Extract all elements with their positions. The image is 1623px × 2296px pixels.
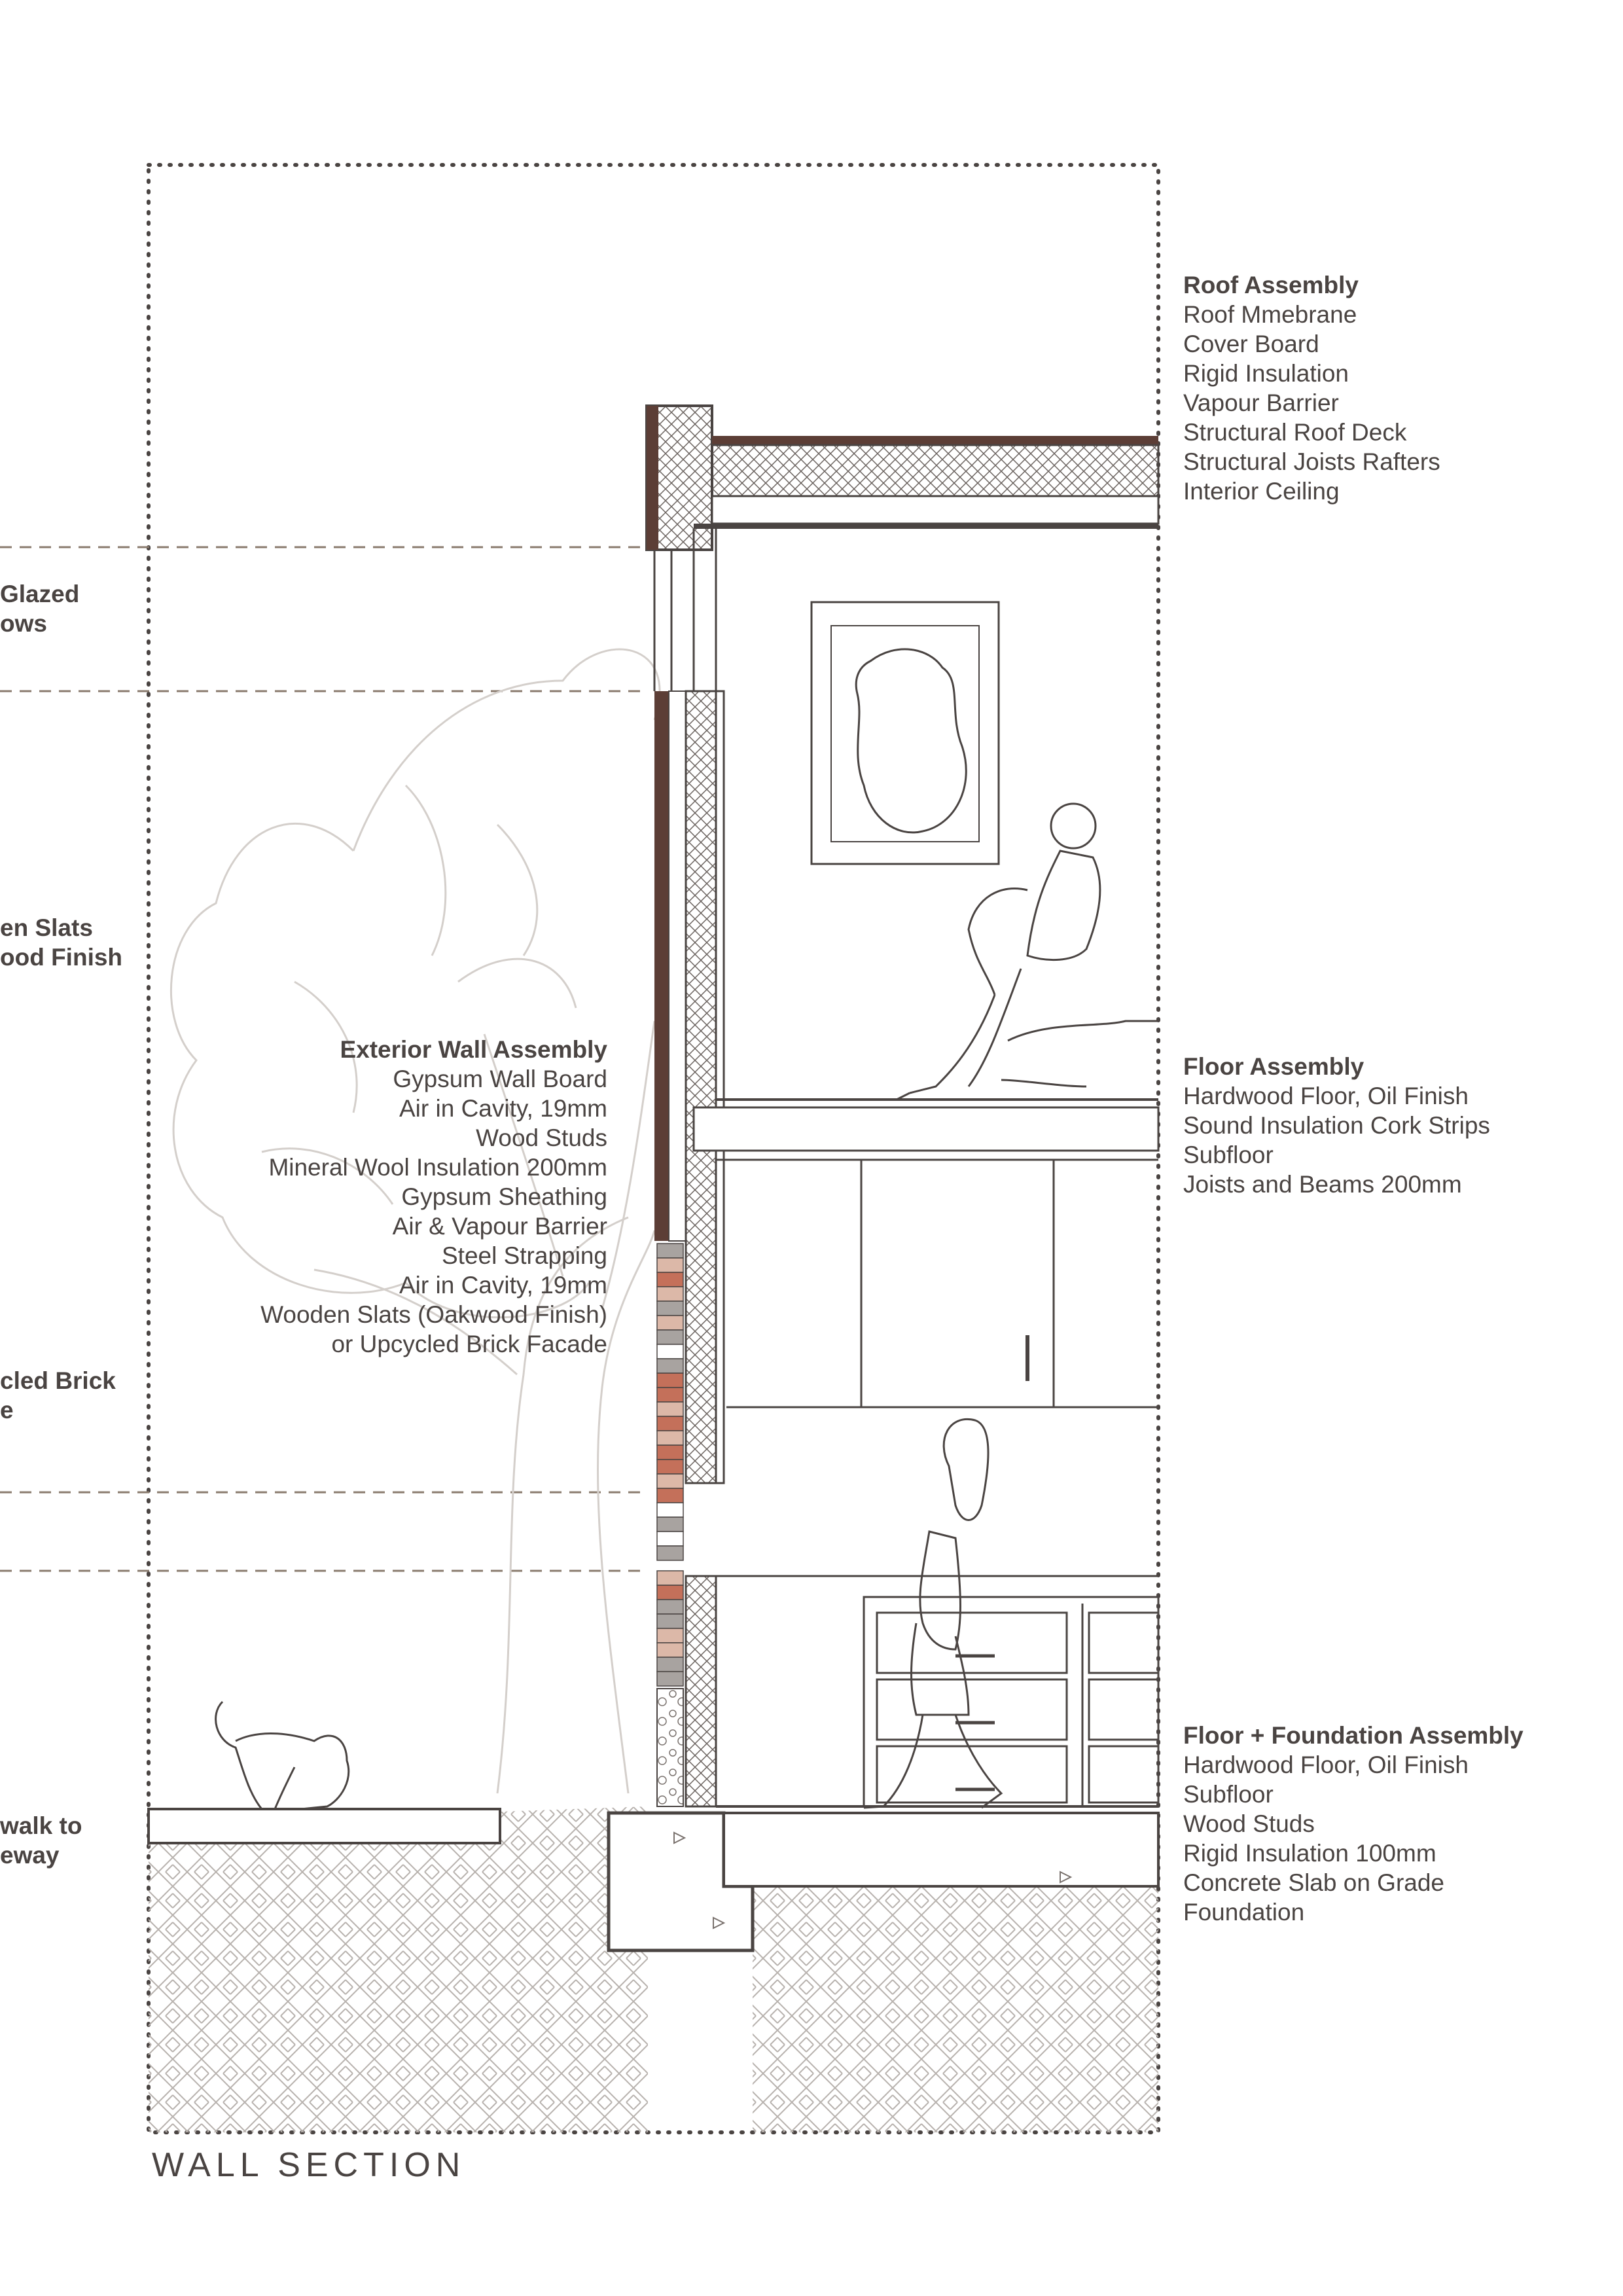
left-label-walkway: walk to [0,1812,82,1839]
framed-artwork [812,602,999,864]
floor-assembly-item: Sound Insulation Cork Strips [1183,1112,1490,1139]
exterior-wall-item: Air & Vapour Barrier [392,1213,607,1240]
foundation-assembly-item: Rigid Insulation 100mm [1183,1840,1436,1867]
roof-assembly-item: Structural Roof Deck [1183,419,1407,446]
foundation-assembly-item: Hardwood Floor, Oil Finish [1183,1751,1469,1778]
left-label-walkway: eway [0,1842,60,1869]
roof-assembly-item: Rigid Insulation [1183,360,1349,387]
roof-assembly-item: Structural Joists Rafters [1183,448,1440,475]
roof-structure [647,406,1158,550]
lower-wall-insulation [686,1576,716,1806]
exterior-wall-item: Wooden Slats (Oakwood Finish) [260,1301,607,1328]
roof-assembly-item: Vapour Barrier [1183,389,1339,416]
foundation-assembly-heading: Floor + Foundation Assembly [1183,1722,1524,1749]
exterior-wall-item: Gypsum Wall Board [393,1066,607,1092]
upper-cabinets [861,1160,1054,1407]
left-label-slats: en Slats [0,914,93,941]
exterior-wall-item: Steel Strapping [441,1242,607,1269]
exterior-wall-item: or Upcycled Brick Facade [331,1331,607,1357]
exterior-wall-item: Air in Cavity, 19mm [399,1095,607,1122]
left-label-slats: ood Finish [0,944,123,971]
dog-illustration [216,1702,349,1809]
floor-assembly-item: Subfloor [1183,1141,1274,1168]
glazed-window [654,529,716,691]
exterior-wall-item: Wood Studs [476,1124,607,1151]
left-label-brick: e [0,1397,14,1424]
left-label-brick: cled Brick [0,1367,116,1394]
floor-assembly-item: Joists and Beams 200mm [1183,1171,1462,1198]
sidewalk [149,1809,500,1843]
roof-assembly-item: Cover Board [1183,331,1319,357]
exterior-wall-item: Mineral Wool Insulation 200mm [268,1154,607,1181]
page-title: WALL SECTION [152,2146,466,2184]
left-label-glazed: Glazed [0,581,80,607]
brick-facade [657,1244,683,1686]
left-label-glazed: ows [0,610,47,637]
roof-assembly-item: Interior Ceiling [1183,478,1340,505]
foundation-assembly-item: Wood Studs [1183,1810,1315,1837]
roof-assembly-heading: Roof Assembly [1183,272,1359,298]
foundation-assembly-item: Concrete Slab on Grade [1183,1869,1445,1896]
seated-person [897,804,1158,1100]
gravel-fill [657,1689,683,1806]
exterior-wall-heading: Exterior Wall Assembly [340,1036,607,1063]
floor-assembly-item: Hardwood Floor, Oil Finish [1183,1083,1469,1109]
foundation-assembly-item: Foundation [1183,1899,1305,1926]
foundation-assembly-item: Subfloor [1183,1781,1274,1808]
floor-assembly-heading: Floor Assembly [1183,1053,1364,1080]
lower-cabinets [864,1597,1158,1806]
roof-assembly-item: Roof Mmebrane [1183,301,1357,328]
exterior-wall-item: Gypsum Sheathing [401,1183,607,1210]
exterior-wall-item: Air in Cavity, 19mm [399,1272,607,1299]
